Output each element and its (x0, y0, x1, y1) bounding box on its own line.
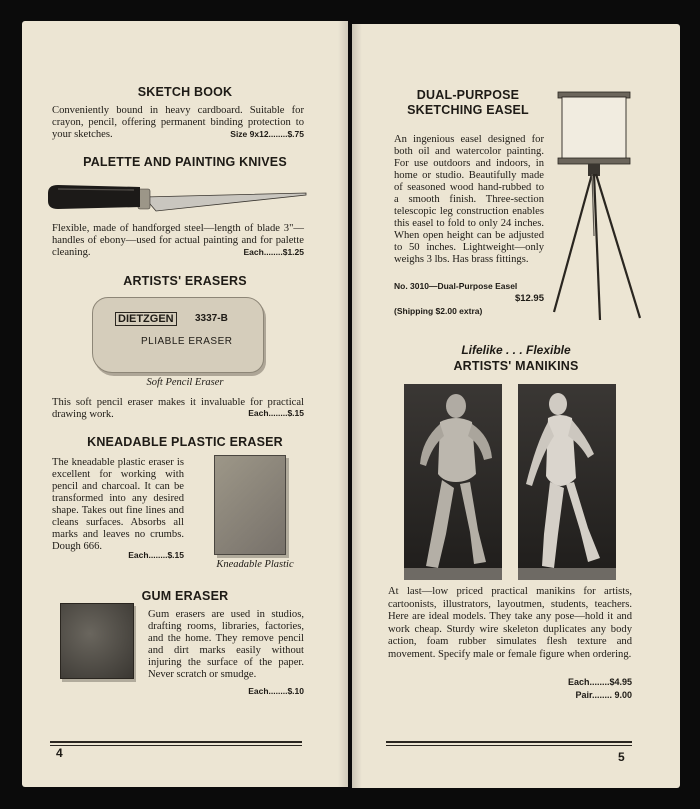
eraser-brand-label: DIETZGEN (115, 312, 177, 326)
eraser-type-label: PLIABLE ERASER (141, 336, 233, 347)
female-manikin-photo (518, 384, 616, 580)
soft-pencil-eraser-image (92, 297, 264, 373)
easel-model: No. 3010—Dual-Purpose Easel (394, 281, 518, 291)
manikins-title: ARTISTS' MANIKINS (453, 359, 579, 373)
gum-eraser-title: GUM ERASER (141, 589, 229, 603)
gum-eraser-image (60, 603, 134, 679)
left-page (22, 21, 348, 787)
page-number-right: 5 (618, 750, 625, 764)
easel-price: $12.95 (514, 293, 544, 304)
page-number-left: 4 (56, 746, 63, 760)
easel-description: An ingenious easel designed for both oil and watercolor painting. For use outdoors and indoors, in home or studio. Beautifully made of seasoned wood hand-rubbed to a smooth finish. Three-section telescopic leg construction enables this easel to fold to only 24 inches. When open height can be adjusted to 50 inches. Lightweight—only weighs 3 lbs. Has brass fittings. (394, 134, 544, 265)
kneadable-eraser-price: Each........$.15 (128, 550, 184, 560)
kneadable-eraser-caption: Kneadable Plastic (216, 559, 294, 570)
gum-eraser-price: Each........$.10 (248, 686, 304, 696)
artists-erasers-price: Each........$.15 (248, 408, 304, 418)
palette-knives-title: PALETTE AND PAINTING KNIVES (83, 155, 287, 169)
artists-erasers-title: ARTISTS' ERASERS (123, 274, 247, 288)
sketch-book-title: SKETCH BOOK (137, 85, 233, 99)
palette-knives-description: Flexible, made of handforged steel—length of blade 3"—handles of ebony—used for actual painting and for palette cleaning. (52, 223, 304, 258)
gum-eraser-description: Gum erasers are used in studios, drafting rooms, libraries, factories, and the home. They remove pencil and dirt marks easily without injuring the surface of the paper. Never scratch or smudge. (148, 609, 304, 680)
male-manikin-photo (404, 384, 502, 580)
manikins-description: At last—low priced practical manikins for artists, cartoonists, illustrators, layoutmen, students, teachers. Here are ideal models. They take any pose—hold it and work cheap. Sturdy wire skeleton duplicates any body action, foam rubber simulates flesh texture and movement. Specify male or female figure when ordering. (388, 586, 632, 660)
palette-knife-icon (44, 177, 310, 221)
manikins-tagline: Lifelike . . . Flexible (461, 343, 571, 357)
soft-pencil-eraser-caption: Soft Pencil Eraser (146, 377, 224, 388)
artists-erasers-description: This soft pencil eraser makes it invaluable for practical drawing work. (52, 397, 304, 420)
right-page (352, 24, 680, 788)
sketch-book-price: Size 9x12........$.75 (230, 129, 304, 139)
footer-rule-right (386, 741, 632, 743)
easel-title-line2: SKETCHING EASEL (407, 103, 529, 117)
manikins-price-each: Each........$4.95 (567, 677, 632, 687)
kneadable-eraser-image (214, 455, 286, 555)
easel-title-line1: DUAL-PURPOSE (416, 88, 520, 102)
easel-shipping: (Shipping $2.00 extra) (394, 306, 483, 316)
eraser-model-label: 3337-B (195, 313, 228, 324)
sketch-book-description: Conveniently bound in heavy cardboard. Suitable for crayon, pencil, offering permanent binding protection to your sketches. (52, 105, 304, 140)
palette-knives-price: Each........$1.25 (243, 247, 304, 257)
easel-icon (548, 86, 648, 326)
manikins-price-pair: Pair........ 9.00 (575, 690, 632, 700)
kneadable-eraser-title: KNEADABLE PLASTIC ERASER (87, 435, 283, 449)
kneadable-eraser-description: The kneadable plastic eraser is excellent for working with pencil and charcoal. It can be transformed into any desired shape. Takes out fine lines and cleans surfaces. Absorbs all marks and leaves no crumbs. Dough 666. (52, 457, 184, 552)
footer-rule-left (50, 741, 302, 743)
